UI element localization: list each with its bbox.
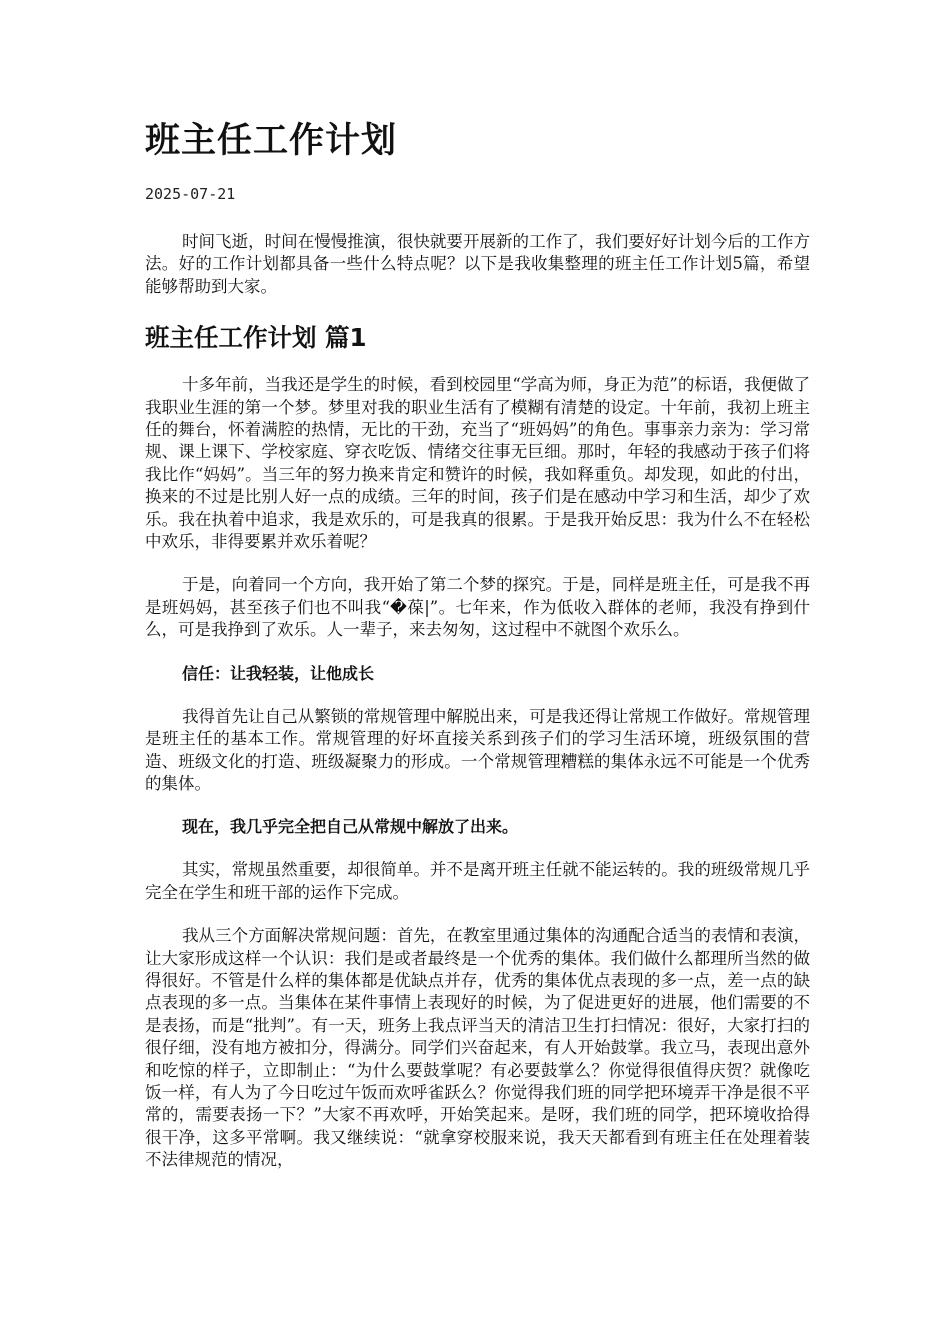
- intro-paragraph: 时间飞逝，时间在慢慢推演，很快就要开展新的工作了，我们要好好计划今后的工作方法。好的工作计划都具备一些什么特点呢？以下是我收集整理的班主任工作计划5篇，希望能够帮助到大家。: [145, 232, 810, 296]
- paragraph-1: 十多年前，当我还是学生的时候，看到校园里“学高为师，身正为范”的标语，我便做了我职业生涯的第一个梦。梦里对我的职业生活有了模糊有清楚的设定。十年前，我初上班主任的舞台，怀着满腔的热情，无比的干劲，充当了“班妈妈”的角色。事事亲力亲为：学习常规、课上课下、学校家庭、穿衣吃饭、情绪交往事无巨细。那时，年轻的我感动于孩子们将我比作“妈妈”。当三年的努力换来肯定和赞许的时候，我如释重负。却发现，如此的付出，换来的不过是比别人好一点的成绩。三年的时间，孩子们是在感动中学习和生活，却少了欢乐。我在执着中追求，我是欢乐的，可是我真的很累。于是我开始反思：我为什么不在轻松中欢乐，非得要累并欢乐着呢？: [145, 375, 810, 552]
- section-title: 班主任工作计划 篇1: [145, 323, 367, 353]
- paragraph-2: 于是，向着同一个方向，我开始了第二个梦的探究。于是，同样是班主任，可是我不再是班妈妈，甚至孩子们也不叫我“�葆|”。七年来，作为低收入群体的老师，我没有挣到什么，可是我挣到了欢乐。人一辈子，来去匆匆，这过程中不就图个欢乐么。: [145, 575, 810, 640]
- document-body: [145, 118, 810, 1172]
- paragraph-4: 其实，常规虽然重要，却很简单。并不是离开班主任就不能运转的。我的班级常规几乎完全在学生和班干部的运作下完成。: [145, 860, 810, 902]
- paragraph-5: 我从三个方面解决常规问题：首先，在教室里通过集体的沟通配合适当的表情和表演，让大家形成这样一个认识：我们是或者最终是一个优秀的集体。我们做什么都理所当然的做得很好。不管是什么样的集体都是优缺点并存，优秀的集体优点表现的多一点，差一点的缺点表现的多一点。当集体在某件事情上表现好的时候，为了促进更好的进展，他们需要的不是表扬，而是“批判”。有一天，班务上我点评当天的清洁卫生打扫情况：很好，大家打扫的很仔细，没有地方被扣分，得满分。同学们兴奋起来，有人开始鼓掌。我立马，表现出意外和吃惊的样子，立即制止：“为什么要鼓掌呢？有必要鼓掌么？你觉得很值得庆贺？就像吃饭一样，有人为了今日吃过午饭而欢呼雀跃么？你觉得我们班的同学把环境弄干净是很不平常的，需要表扬一下？”大家不再欢呼，开始笑起来。是呀，我们班的同学，把环境收拾得很干净，这多平常啊。我又继续说：“就拿穿校服来说，我天天都看到有班主任在处理着装不法律规范的情况，: [145, 926, 810, 1170]
- subheading-liberated: 现在，我几乎完全把自己从常规中解放了出来。: [182, 817, 519, 837]
- paragraph-3: 我得首先让自己从繁锁的常规管理中解脱出来，可是我还得让常规工作做好。常规管理是班主任的基本工作。常规管理的好坏直接关系到孩子们的学习生活环境，班级氛围的营造、班级文化的打造、班级凝聚力的形成。一个常规管理糟糕的集体永远不可能是一个优秀的集体。: [145, 706, 810, 793]
- document-title: 班主任工作计划: [145, 121, 398, 161]
- document-date: 2025-07-21: [145, 185, 236, 203]
- subheading-trust: 信任：让我轻装，让他成长: [182, 663, 375, 683]
